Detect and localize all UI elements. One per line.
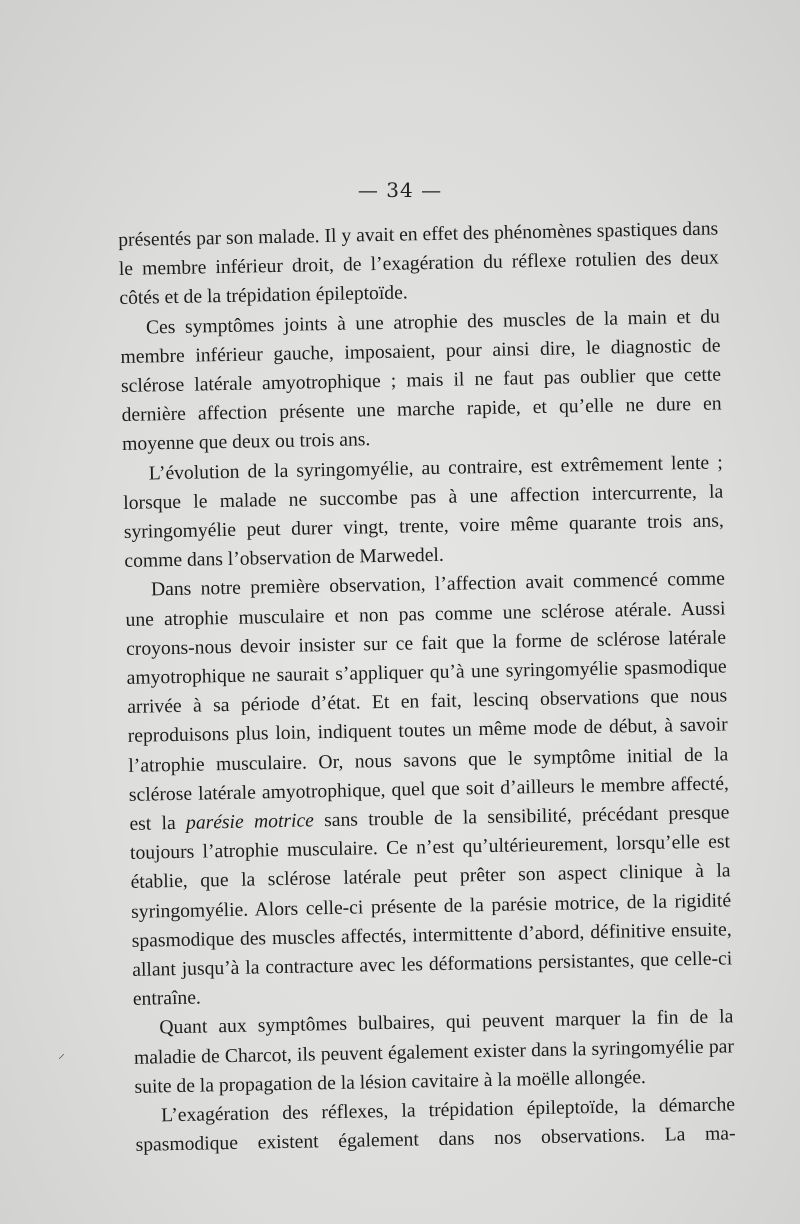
paragraph-4-part-1: Dans notre première observation, l’affection avait commencé comme une atrophie musculaire et non pas comme une sclérose atérale. Aussi croyons-nous devoir insister sur ce fait que la forme de sclérose latérale amyotrophique ne saurait s’appliquer qu’à une syringomyélie spasmodique arrivée à sa période d’état. Et en fait, lescinq observations que nous reproduisons plus loin, indiquent toutes un même mode de début, à savoir l’atrophie musculaire. Or, nous savons que le symptôme initial de la sclérose latérale amyotrophique, quel que soit d’ailleurs le membre affecté, est la	[125, 568, 730, 835]
paragraph-2: Ces symptômes joints à une atrophie des muscles de la main et du membre inférieur gauche, imposaient, pour ainsi dire, le diagnostic de sclérose latérale amyotrophique ; mais il ne faut pas oublier que cette dernière affection présente une marche rapide, et qu’elle ne dure en moyenne que deux ou trois ans.	[120, 306, 722, 456]
paragraph-3: L’évolution de la syringomyélie, au contraire, est extrêmement lente ; lorsque le malade ne succombe pas à une affection intercurrente, la syringomyélie peut durer vingt, trente, voire même quarante trois ans, comme dans l’observation de Marwedel.	[123, 452, 724, 573]
paragraph-4-emphasis: parésie motrice	[185, 810, 315, 834]
paragraph-4	[125, 565, 733, 1014]
paragraph-5: Quant aux symptômes bulbaires, qui peuvent marquer la fin de la maladie de Charcot, ils peuvent également exister dans la syringomyélie par suite de la propagation de la lésion cavitaire à la moëlle allongée.	[133, 1006, 735, 1098]
paragraph-4-part-2: sans trouble de la sensibilité, précédant presque toujours l’atrophie musculaire. Ce n’est qu’ultérieurement, lorsqu’elle est établie, que la sclérose latérale peut prêter son aspect clinique à la syringomyélie. Alors celle-ci présente de la parésie motrice, de la rigidité spasmodique des muscles affectés, intermittente d’abord, définitive ensuite, allant jusqu’à la contracture avec les déformations persistantes, que celle-ci entraîne.	[129, 802, 733, 1011]
body-text	[118, 214, 736, 1160]
margin-mark: ⸝	[58, 1046, 65, 1062]
paragraph-1: présentés par son malade. Il y avait en effet des phénomènes spastiques dans le membre inférieur droit, de l’exagération du réflexe rotulien des deux côtés et de la trépidation épileptoïde.	[118, 218, 719, 310]
paragraph-6: L’exagération des réflexes, la trépidation épileptoïde, la démarche spasmodique existent également dans nos observations. La ma-	[135, 1094, 736, 1157]
page-number-header: — 34 —	[357, 178, 443, 202]
